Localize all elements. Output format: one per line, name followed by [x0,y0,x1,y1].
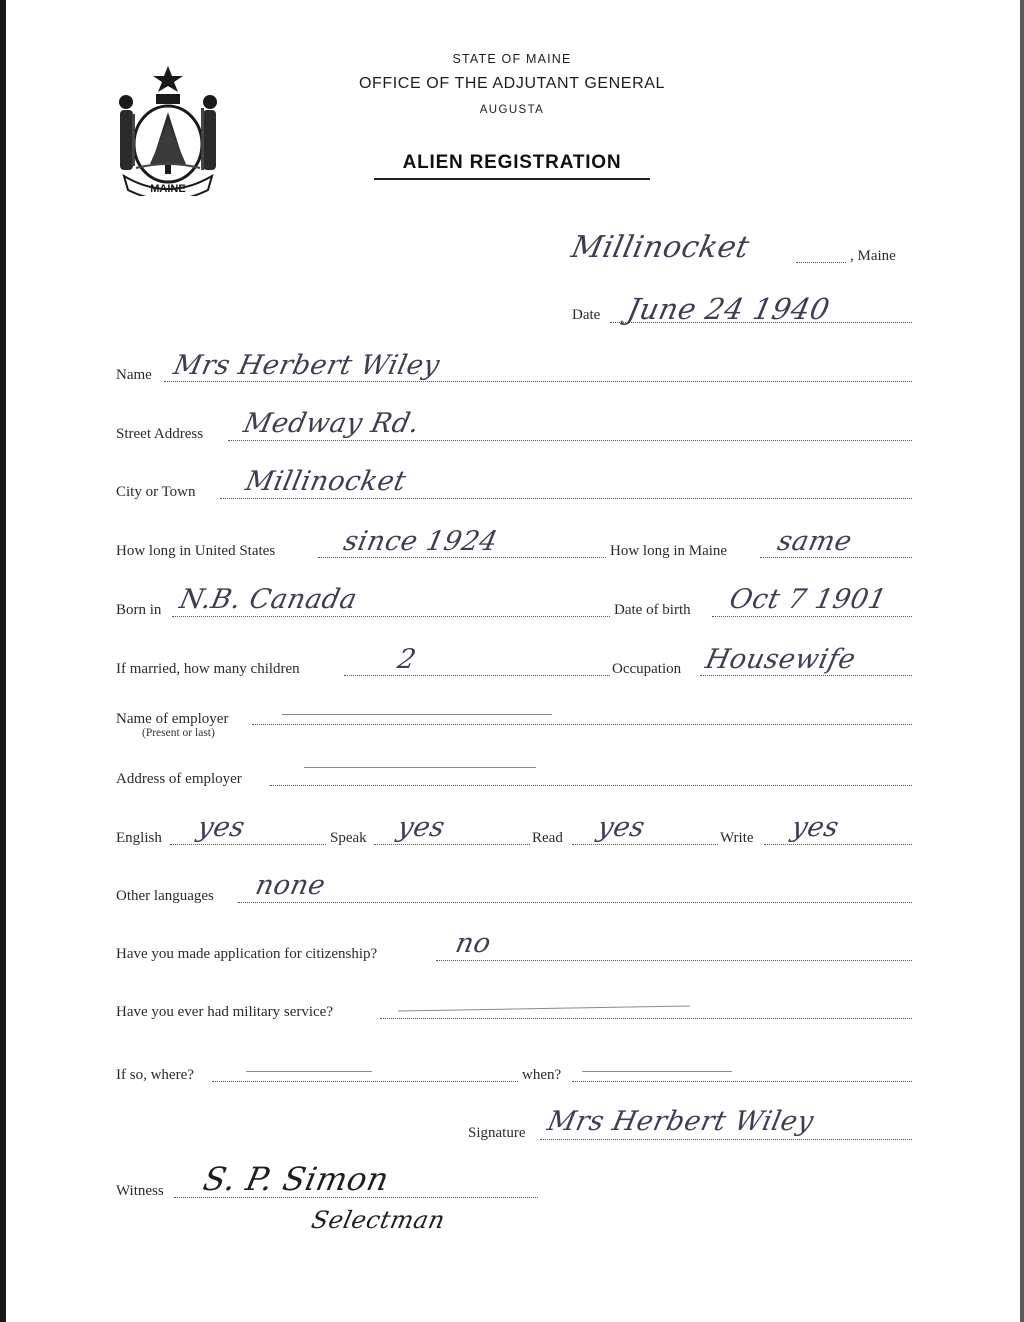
scan-border-left [0,0,6,1322]
citizenship-line [436,960,912,961]
citizenship-value: no [452,928,494,959]
scan-border-right [1020,0,1024,1322]
write-value: yes [788,812,842,843]
children-value: 2 [394,644,419,675]
form-title: ALIEN REGISTRATION [374,152,650,180]
speak-value: yes [394,812,448,843]
occupation-line [700,675,912,676]
military-blank-dash [398,1005,690,1011]
signature-label: Signature [468,1125,526,1141]
date-value: June 24 1940 [624,292,833,326]
military-label: Have you ever had military service? [116,1004,333,1020]
read-line [572,844,718,845]
read-value: yes [594,812,648,843]
city-line [220,498,912,499]
military-line [380,1018,912,1019]
employer-address-line [270,785,912,786]
born-in-line [172,616,610,617]
employer-address-blank-dash [304,767,536,768]
speak-line [374,844,530,845]
city-value: Millinocket [242,466,409,497]
where-line [212,1081,518,1082]
witness-signature: S. P. Simon [199,1160,393,1198]
employer-sublabel: (Present or last) [142,727,215,739]
employer-label: Name of employer [116,711,229,727]
children-label: If married, how many children [116,661,300,677]
street-label: Street Address [116,426,204,442]
header-office: OFFICE OF THE ADJUTANT GENERAL [358,75,666,92]
location-town-value: Millinocket [568,230,753,265]
birth-date-label: Date of birth [614,602,691,618]
where-blank-dash [246,1071,372,1072]
us-duration-line [318,557,606,558]
name-label: Name [116,367,152,383]
where-label: If so, where? [116,1067,194,1083]
when-blank-dash [582,1071,732,1072]
name-line [164,381,912,382]
witness-label: Witness [116,1183,164,1199]
name-value: Mrs Herbert Wiley [170,350,443,381]
location-state-label: , Maine [850,248,896,264]
employer-line [252,724,912,725]
header-state: STATE OF MAINE [452,52,572,66]
city-label: City or Town [116,484,196,500]
when-line [572,1081,912,1082]
citizenship-label: Have you made application for citizenship? [116,946,378,962]
seal-banner-text: MAINE [150,183,186,195]
employer-blank-dash [282,714,552,715]
maine-duration-line [760,557,912,558]
witness-title: Selectman [309,1206,448,1234]
signature-value: Mrs Herbert Wiley [544,1106,817,1137]
birth-date-line [712,616,912,617]
read-label: Read [532,830,563,846]
other-languages-value: none [252,870,329,901]
write-line [764,844,912,845]
born-in-value: N.B. Canada [176,584,360,615]
signature-line [540,1139,912,1140]
street-value: Medway Rd. [240,408,423,439]
speak-label: Speak [330,830,367,846]
occupation-value: Housewife [702,644,859,675]
other-languages-line [238,902,912,903]
occupation-label: Occupation [612,661,682,677]
date-label: Date [572,307,601,323]
location-dots [796,262,846,263]
us-duration-label: How long in United States [116,543,276,559]
maine-duration-value: same [774,526,855,557]
english-label: English [116,830,162,846]
born-in-label: Born in [116,602,162,618]
maine-duration-label: How long in Maine [610,543,728,559]
birth-date-value: Oct 7 1901 [726,584,890,615]
street-line [228,440,912,441]
children-line [344,675,610,676]
write-label: Write [720,830,754,846]
when-label: when? [522,1067,562,1083]
header-city: AUGUSTA [479,104,545,116]
us-duration-value: since 1924 [340,526,501,557]
english-value: yes [194,812,248,843]
english-line [170,844,326,845]
employer-address-label: Address of employer [116,771,242,787]
other-languages-label: Other languages [116,888,214,904]
